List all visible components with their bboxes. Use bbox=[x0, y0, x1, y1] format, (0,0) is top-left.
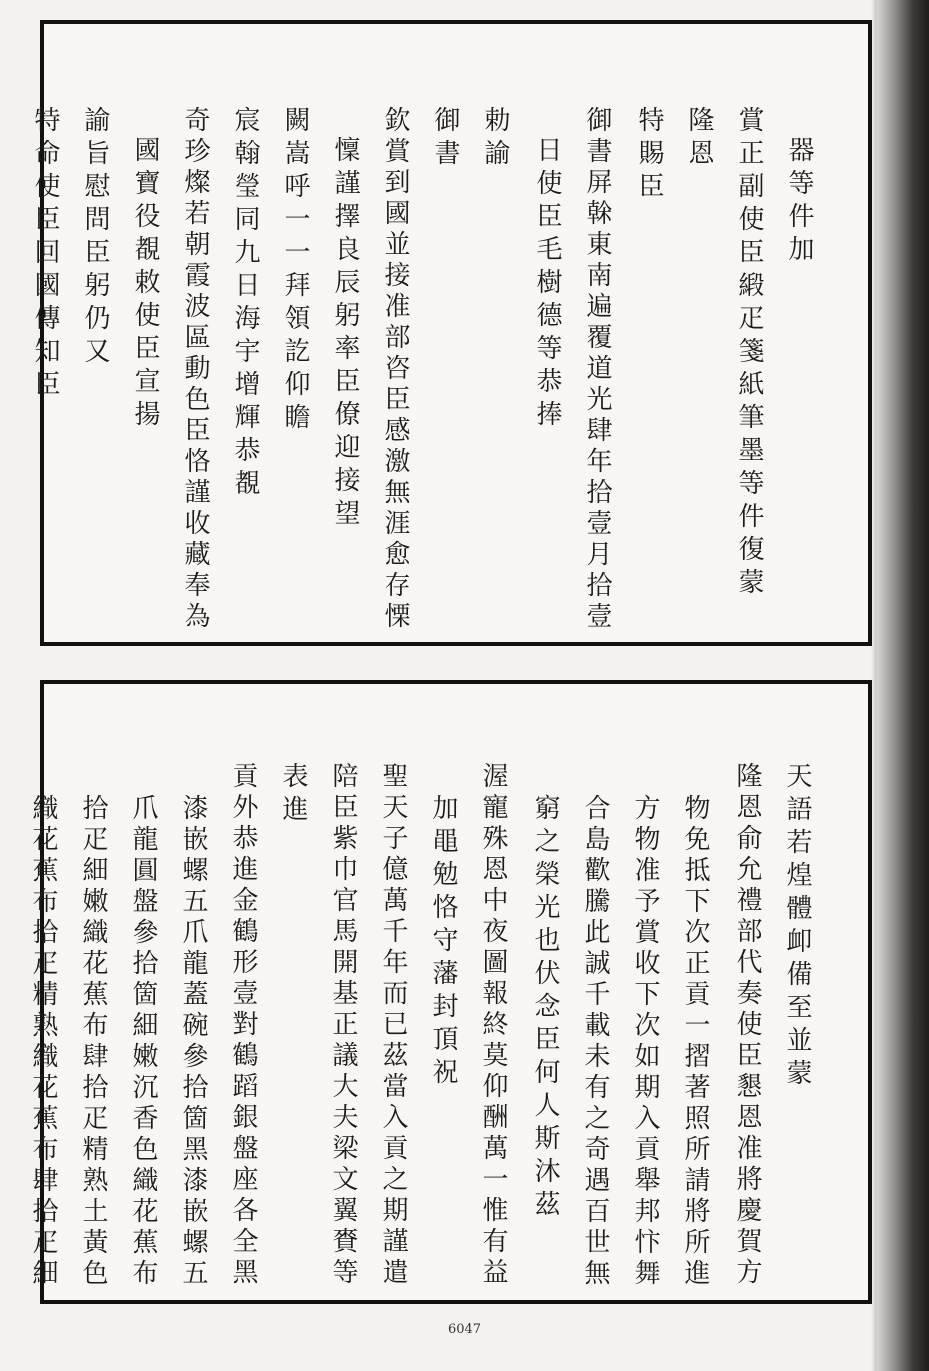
text-column: 闕嵩呼一一拜領訖仰瞻 bbox=[280, 106, 310, 436]
text-column: 特賜臣 bbox=[634, 106, 664, 205]
text-column: 貢外恭進金鶴形壹對鶴蹈銀盤座各全黑 bbox=[228, 762, 258, 1289]
text-column: 拾疋細嫩織花蕉布肆拾疋精熟土黃色 bbox=[78, 794, 108, 1290]
text-column: 窮之榮光也伏念臣何人斯沐茲 bbox=[530, 794, 560, 1223]
text-column: 諭旨慰問臣躬仍又 bbox=[80, 106, 110, 370]
text-column: 國寶役覩敕使臣宣揚 bbox=[130, 136, 160, 433]
text-column: 聖天子億萬千年而已茲當入貢之期謹遣 bbox=[378, 762, 408, 1289]
text-column: 陪臣紫巾官馬開基正議大夫梁文翼賚等 bbox=[328, 762, 358, 1289]
text-column: 賞正副使臣緞疋箋紙筆墨等件復蒙 bbox=[734, 106, 764, 601]
text-column: 日使臣毛樹德等恭捧 bbox=[532, 136, 562, 433]
text-column: 方物准予賞收下次如期入貢舉邦忭舞 bbox=[630, 794, 660, 1290]
text-column: 宸翰瑩同九日海宇增輝恭覩 bbox=[230, 106, 260, 502]
text-column: 織花蕉布拾疋精熟織花蕉布肆拾疋細 bbox=[28, 794, 58, 1290]
text-column: 表進 bbox=[278, 762, 308, 828]
top-manuscript-panel bbox=[30, 20, 872, 646]
text-column: 隆恩俞允禮部代奏使臣懇恩准將慶賀方 bbox=[732, 762, 762, 1289]
page-number: 6047 bbox=[447, 1322, 482, 1337]
bottom-manuscript-panel bbox=[28, 680, 872, 1304]
text-column: 奇珍燦若朝霞波區動色臣恪謹收藏奉為 bbox=[180, 106, 210, 633]
text-column: 物免抵下次正貢一摺著照所請將所進 bbox=[680, 794, 710, 1290]
text-column: 漆嵌螺五爪龍蓋碗參拾箇黑漆嵌螺五 bbox=[178, 794, 208, 1290]
text-column: 天語若煌體卹備至並蒙 bbox=[782, 762, 812, 1092]
text-column: 器等件加 bbox=[784, 136, 814, 268]
text-column: 御書 bbox=[430, 106, 460, 172]
text-column: 御書屏榦東南遍覆道光肆年拾壹月拾壹 bbox=[582, 106, 612, 633]
text-column: 爪龍圓盤參拾箇細嫩沉香色織花蕉布 bbox=[128, 794, 158, 1290]
text-column: 渥寵殊恩中夜圖報終莫仰酬萬一惟有益 bbox=[478, 762, 508, 1289]
text-column: 欽賞到國並接准部咨臣感激無涯愈存慄 bbox=[380, 106, 410, 633]
text-column: 合島歡騰此誠千載未有之奇遇百世無 bbox=[580, 794, 610, 1290]
book-binding bbox=[877, 0, 929, 1371]
text-column: 懍謹擇良辰躬率臣僚迎接望 bbox=[330, 136, 360, 532]
text-column: 隆恩 bbox=[684, 106, 714, 172]
text-column: 勅諭 bbox=[480, 106, 510, 172]
text-column: 加黽勉恪守藩封頂祝 bbox=[428, 794, 458, 1091]
text-column: 特命使臣回國傳知臣 bbox=[30, 106, 60, 403]
